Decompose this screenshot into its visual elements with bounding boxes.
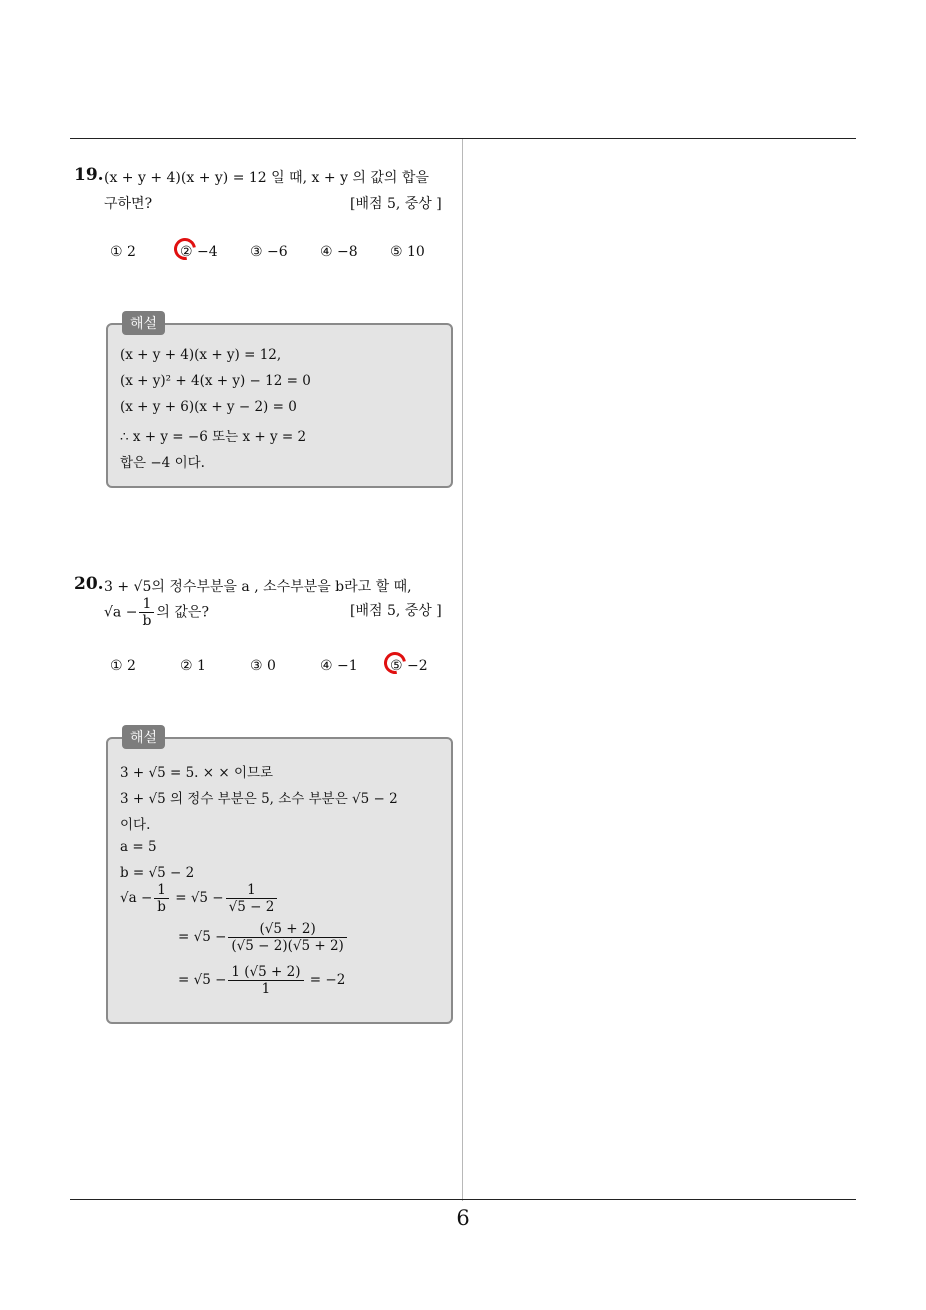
choice-1[interactable]: ① 2 [110,244,136,260]
question-text: 3 + √5의 정수부분을 a , 소수부분을 b라고 할 때, [104,579,412,595]
fraction [139,596,154,629]
solution-line: 합은 −4 이다. [120,455,205,471]
derivation-line-2 [178,921,349,954]
derivation-line-3 [178,964,345,997]
derivation-step2-prefix: = √5 − [178,929,227,945]
derivation-line-1 [120,882,279,915]
solution-line: b = √5 − 2 [120,865,195,881]
fraction-numerator: 1 [139,596,154,613]
derivation-step3-prefix: = √5 − [178,972,227,988]
fraction [154,882,169,915]
question-text-line2 [104,596,209,629]
fraction-denominator: (√5 − 2)(√5 + 2) [231,938,344,954]
derivation-step1-prefix: = √5 − [175,890,224,906]
choice-3[interactable]: ③ −6 [250,244,288,260]
derivation-step3-result: = −2 [309,972,346,988]
fraction [228,921,346,954]
solution-line: a = 5 [120,839,157,855]
solution-line: 3 + √5 의 정수 부분은 5, 소수 부분은 √5 − 2 [120,791,398,807]
solution-box [106,316,453,488]
solution-line: (x + y + 4)(x + y) = 12, [120,347,282,363]
derivation-lhs: √a − [120,890,153,906]
expr-suffix: 의 값은? [156,604,209,621]
solution-tag: 해설 [122,311,165,335]
question-meta: [배점 5, 중상 ] [350,603,442,619]
fraction-denominator: 1 [261,981,271,997]
fraction-numerator: (√5 + 2) [228,921,346,938]
fraction-numerator: 1 (√5 + 2) [228,964,303,981]
fraction [228,964,303,997]
top-rule [70,138,856,139]
choice-1[interactable]: ① 2 [110,658,136,674]
solution-box [106,730,453,1024]
solution-line: 3 + √5 = 5. × × 이므로 [120,765,274,781]
question-number: 19. [74,165,104,185]
page-number: 6 [456,1206,470,1230]
fraction [226,882,278,915]
choice-5[interactable]: ⑤ −2 [390,658,428,674]
solution-line: (x + y)² + 4(x + y) − 12 = 0 [120,373,311,389]
bottom-rule [70,1199,856,1200]
solution-line: ∴ x + y = −6 또는 x + y = 2 [120,429,307,445]
fraction-denominator: b [157,899,166,915]
choice-2[interactable]: ② 1 [180,658,206,674]
solution-line: (x + y + 6)(x + y − 2) = 0 [120,399,297,415]
fraction-denominator: √5 − 2 [228,899,275,915]
solution-line: 이다. [120,817,151,833]
fraction-denominator: b [142,613,152,629]
question-meta: [배점 5, 중상 ] [350,196,442,212]
column-divider [462,139,463,1201]
choice-3[interactable]: ③ 0 [250,658,276,674]
choice-2[interactable]: ② −4 [180,244,218,260]
fraction-numerator: 1 [226,882,278,899]
fraction-numerator: 1 [154,882,169,899]
question-text: (x + y + 4)(x + y) = 12 일 때, x + y 의 값의 합을 [104,170,429,186]
solution-tag: 해설 [122,725,165,749]
question-text-line2: 구하면? [104,196,153,212]
choice-5[interactable]: ⑤ 10 [390,244,425,260]
choice-4[interactable]: ④ −1 [320,658,358,674]
choice-4[interactable]: ④ −8 [320,244,358,260]
question-number: 20. [74,574,104,594]
expr-prefix: √a − [104,604,138,621]
